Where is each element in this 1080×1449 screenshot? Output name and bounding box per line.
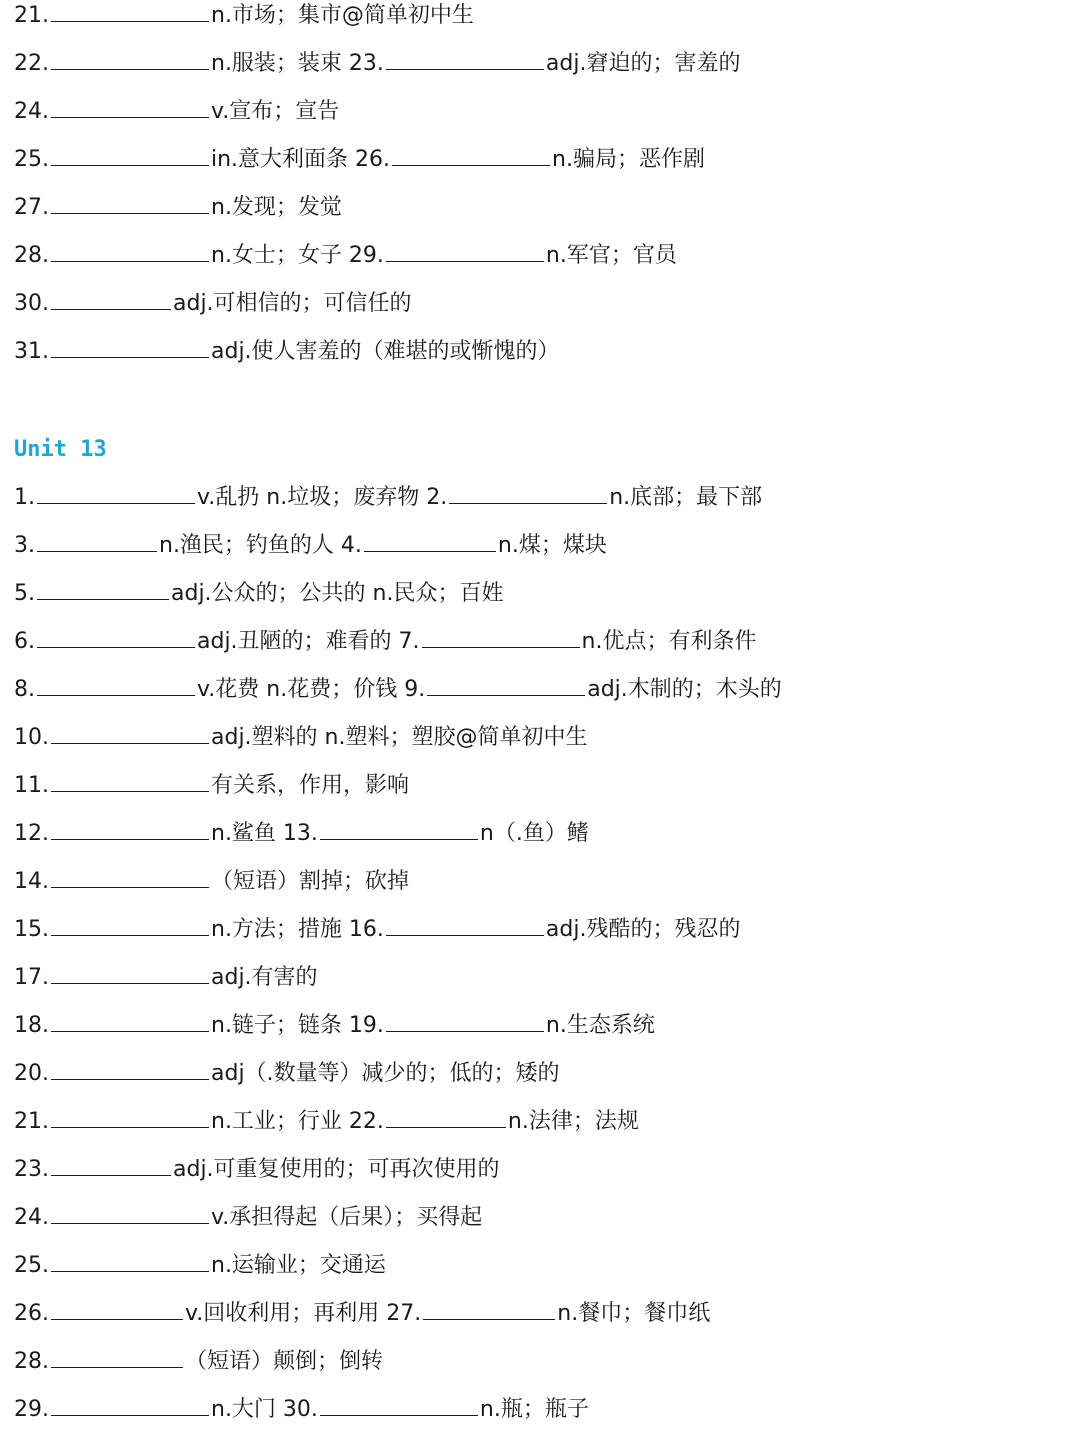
item-definition: n.鲨鱼 13. bbox=[211, 821, 318, 846]
item-definition: n.渔民；钓鱼的人 4. bbox=[159, 533, 362, 558]
item-definition: n.女士；女子 29. bbox=[211, 243, 384, 268]
item-definition: adj.可相信的；可信任的 bbox=[173, 291, 412, 316]
item-number: 6. bbox=[14, 629, 35, 654]
item-number: 11. bbox=[14, 773, 49, 798]
item-number: 28. bbox=[14, 243, 49, 268]
item-number: 25. bbox=[14, 1253, 49, 1278]
item-definition: v.回收利用；再利用 27. bbox=[185, 1301, 422, 1326]
item-definition: n.市场；集市@简单初中生 bbox=[211, 3, 474, 28]
answer-blank[interactable] bbox=[37, 623, 195, 648]
item-definition: n.服装；装束 23. bbox=[211, 51, 384, 76]
item-definition: adj.残酷的；残忍的 bbox=[545, 917, 741, 942]
item-number: 17. bbox=[14, 965, 49, 990]
answer-blank[interactable] bbox=[392, 141, 550, 166]
answer-blank[interactable] bbox=[386, 237, 544, 262]
item-definition: adj.窘迫的；害羞的 bbox=[545, 51, 741, 76]
vocab-line bbox=[14, 910, 740, 950]
answer-blank[interactable] bbox=[51, 1103, 209, 1128]
vocab-line bbox=[14, 284, 412, 324]
vocab-line bbox=[14, 1006, 655, 1046]
item-definition: v.乱扔 n.垃圾；废弃物 2. bbox=[197, 485, 448, 510]
answer-blank[interactable] bbox=[51, 45, 209, 70]
item-number: 12. bbox=[14, 821, 49, 846]
answer-blank[interactable] bbox=[51, 93, 209, 118]
item-number: 21. bbox=[14, 3, 49, 28]
item-definition: adj.有害的 bbox=[211, 965, 318, 990]
item-definition: v.宣布；宣告 bbox=[211, 99, 340, 124]
vocab-line bbox=[14, 188, 342, 228]
item-number: 28. bbox=[14, 1349, 49, 1374]
answer-blank[interactable] bbox=[51, 237, 209, 262]
item-number: 29. bbox=[14, 1397, 49, 1422]
answer-blank[interactable] bbox=[51, 1391, 209, 1416]
vocab-line bbox=[14, 1342, 383, 1382]
item-definition: n.瓶；瓶子 bbox=[479, 1397, 589, 1422]
item-number: 18. bbox=[14, 1013, 49, 1038]
item-definition: n.骗局；恶作剧 bbox=[552, 147, 705, 172]
vocab-line bbox=[14, 140, 705, 180]
answer-blank[interactable] bbox=[386, 1007, 544, 1032]
vocab-line bbox=[14, 526, 607, 566]
answer-blank[interactable] bbox=[386, 1103, 506, 1128]
answer-blank[interactable] bbox=[51, 863, 209, 888]
item-number: 22. bbox=[14, 51, 49, 76]
vocab-line bbox=[14, 1390, 589, 1430]
item-number: 14. bbox=[14, 869, 49, 894]
item-number: 27. bbox=[14, 195, 49, 220]
answer-blank[interactable] bbox=[386, 45, 544, 70]
vocab-line bbox=[14, 622, 756, 662]
item-definition: adj.使人害羞的（难堪的或惭愧的） bbox=[211, 339, 560, 364]
item-number: 25. bbox=[14, 147, 49, 172]
item-definition: n.底部；最下部 bbox=[609, 485, 763, 510]
answer-blank[interactable] bbox=[51, 767, 209, 792]
item-number: 5. bbox=[14, 581, 35, 606]
answer-blank[interactable] bbox=[51, 959, 209, 984]
vocab-line bbox=[14, 718, 587, 758]
answer-blank[interactable] bbox=[386, 911, 544, 936]
item-definition: n.军官；官员 bbox=[545, 243, 677, 268]
item-number: 23. bbox=[14, 1157, 49, 1182]
item-number: 21. bbox=[14, 1109, 49, 1134]
item-definition: n.法律；法规 bbox=[507, 1109, 639, 1134]
item-number: 26. bbox=[14, 1301, 49, 1326]
answer-blank[interactable] bbox=[320, 1391, 478, 1416]
vocab-line bbox=[14, 0, 474, 36]
item-number: 1. bbox=[14, 485, 35, 510]
item-definition: （短语）割掉；砍掉 bbox=[211, 869, 410, 894]
item-definition: in.意大利面条 26. bbox=[211, 147, 391, 172]
answer-blank[interactable] bbox=[51, 1247, 209, 1272]
vocab-line bbox=[14, 574, 503, 614]
answer-blank[interactable] bbox=[37, 575, 169, 600]
answer-blank[interactable] bbox=[51, 719, 209, 744]
answer-blank[interactable] bbox=[449, 479, 607, 504]
item-number: 3. bbox=[14, 533, 35, 558]
item-definition: adj.塑料的 n.塑料；塑胶@简单初中生 bbox=[211, 725, 588, 750]
item-number: 30. bbox=[14, 291, 49, 316]
answer-blank[interactable] bbox=[51, 1055, 209, 1080]
answer-blank[interactable] bbox=[51, 815, 209, 840]
item-definition: 有关系，作用，影响 bbox=[211, 773, 410, 798]
item-definition: n.大门 30. bbox=[211, 1397, 318, 1422]
answer-blank[interactable] bbox=[422, 623, 580, 648]
vocab-line bbox=[14, 44, 740, 84]
item-definition: n.方法；措施 16. bbox=[211, 917, 384, 942]
vocab-line bbox=[14, 1102, 639, 1142]
answer-blank[interactable] bbox=[51, 141, 209, 166]
answer-blank[interactable] bbox=[37, 479, 195, 504]
vocab-line bbox=[14, 1150, 500, 1190]
item-definition: n.工业；行业 22. bbox=[211, 1109, 384, 1134]
vocab-line bbox=[14, 92, 339, 132]
item-number: 31. bbox=[14, 339, 49, 364]
answer-blank[interactable] bbox=[51, 285, 171, 310]
answer-blank[interactable] bbox=[51, 911, 209, 936]
item-definition: adj.丑陋的；难看的 7. bbox=[197, 629, 420, 654]
vocab-line bbox=[14, 1246, 386, 1286]
answer-blank[interactable] bbox=[51, 1007, 209, 1032]
answer-blank[interactable] bbox=[51, 0, 209, 22]
unit-heading: Unit 13 bbox=[14, 437, 107, 462]
vocab-line bbox=[14, 1294, 710, 1334]
item-definition: adj（.数量等）减少的；低的；矮的 bbox=[211, 1061, 560, 1086]
item-definition: n.生态系统 bbox=[545, 1013, 655, 1038]
item-definition: adj.可重复使用的；可再次使用的 bbox=[173, 1157, 500, 1182]
item-definition: n.优点；有利条件 bbox=[581, 629, 757, 654]
answer-blank[interactable] bbox=[51, 1295, 183, 1320]
item-definition: v.承担得起（后果）；买得起 bbox=[211, 1205, 483, 1230]
item-definition: adj.木制的；木头的 bbox=[587, 677, 782, 702]
item-definition: v.花费 n.花费；价钱 9. bbox=[197, 677, 426, 702]
vocab-line bbox=[14, 670, 782, 710]
item-definition: adj.公众的；公共的 n.民众；百姓 bbox=[171, 581, 504, 606]
answer-blank[interactable] bbox=[423, 1295, 555, 1320]
answer-blank[interactable] bbox=[51, 1199, 209, 1224]
answer-blank[interactable] bbox=[320, 815, 478, 840]
item-definition: （短语）颠倒；倒转 bbox=[185, 1349, 384, 1374]
vocab-line bbox=[14, 814, 589, 854]
answer-blank[interactable] bbox=[37, 671, 195, 696]
item-number: 15. bbox=[14, 917, 49, 942]
item-number: 8. bbox=[14, 677, 35, 702]
answer-blank[interactable] bbox=[364, 527, 496, 552]
item-number: 24. bbox=[14, 1205, 49, 1230]
item-definition: n.运输业；交通运 bbox=[211, 1253, 386, 1278]
answer-blank[interactable] bbox=[51, 189, 209, 214]
vocab-line bbox=[14, 332, 560, 372]
item-number: 20. bbox=[14, 1061, 49, 1086]
vocab-line bbox=[14, 1054, 560, 1094]
answer-blank[interactable] bbox=[51, 1151, 171, 1176]
item-number: 10. bbox=[14, 725, 49, 750]
vocab-line bbox=[14, 862, 409, 902]
vocab-line bbox=[14, 236, 677, 276]
vocab-line bbox=[14, 478, 762, 518]
item-number: 24. bbox=[14, 99, 49, 124]
answer-blank[interactable] bbox=[51, 333, 209, 358]
item-definition: n.煤；煤块 bbox=[497, 533, 607, 558]
answer-blank[interactable] bbox=[427, 671, 585, 696]
item-definition: n.链子；链条 19. bbox=[211, 1013, 384, 1038]
item-definition: n.餐巾；餐巾纸 bbox=[557, 1301, 711, 1326]
vocab-line bbox=[14, 958, 318, 998]
vocab-line bbox=[14, 766, 409, 806]
item-definition: n（.鱼）鳍 bbox=[479, 821, 589, 846]
vocab-line bbox=[14, 1198, 482, 1238]
answer-blank[interactable] bbox=[37, 527, 157, 552]
item-definition: n.发现；发觉 bbox=[211, 195, 342, 220]
answer-blank[interactable] bbox=[51, 1343, 183, 1368]
